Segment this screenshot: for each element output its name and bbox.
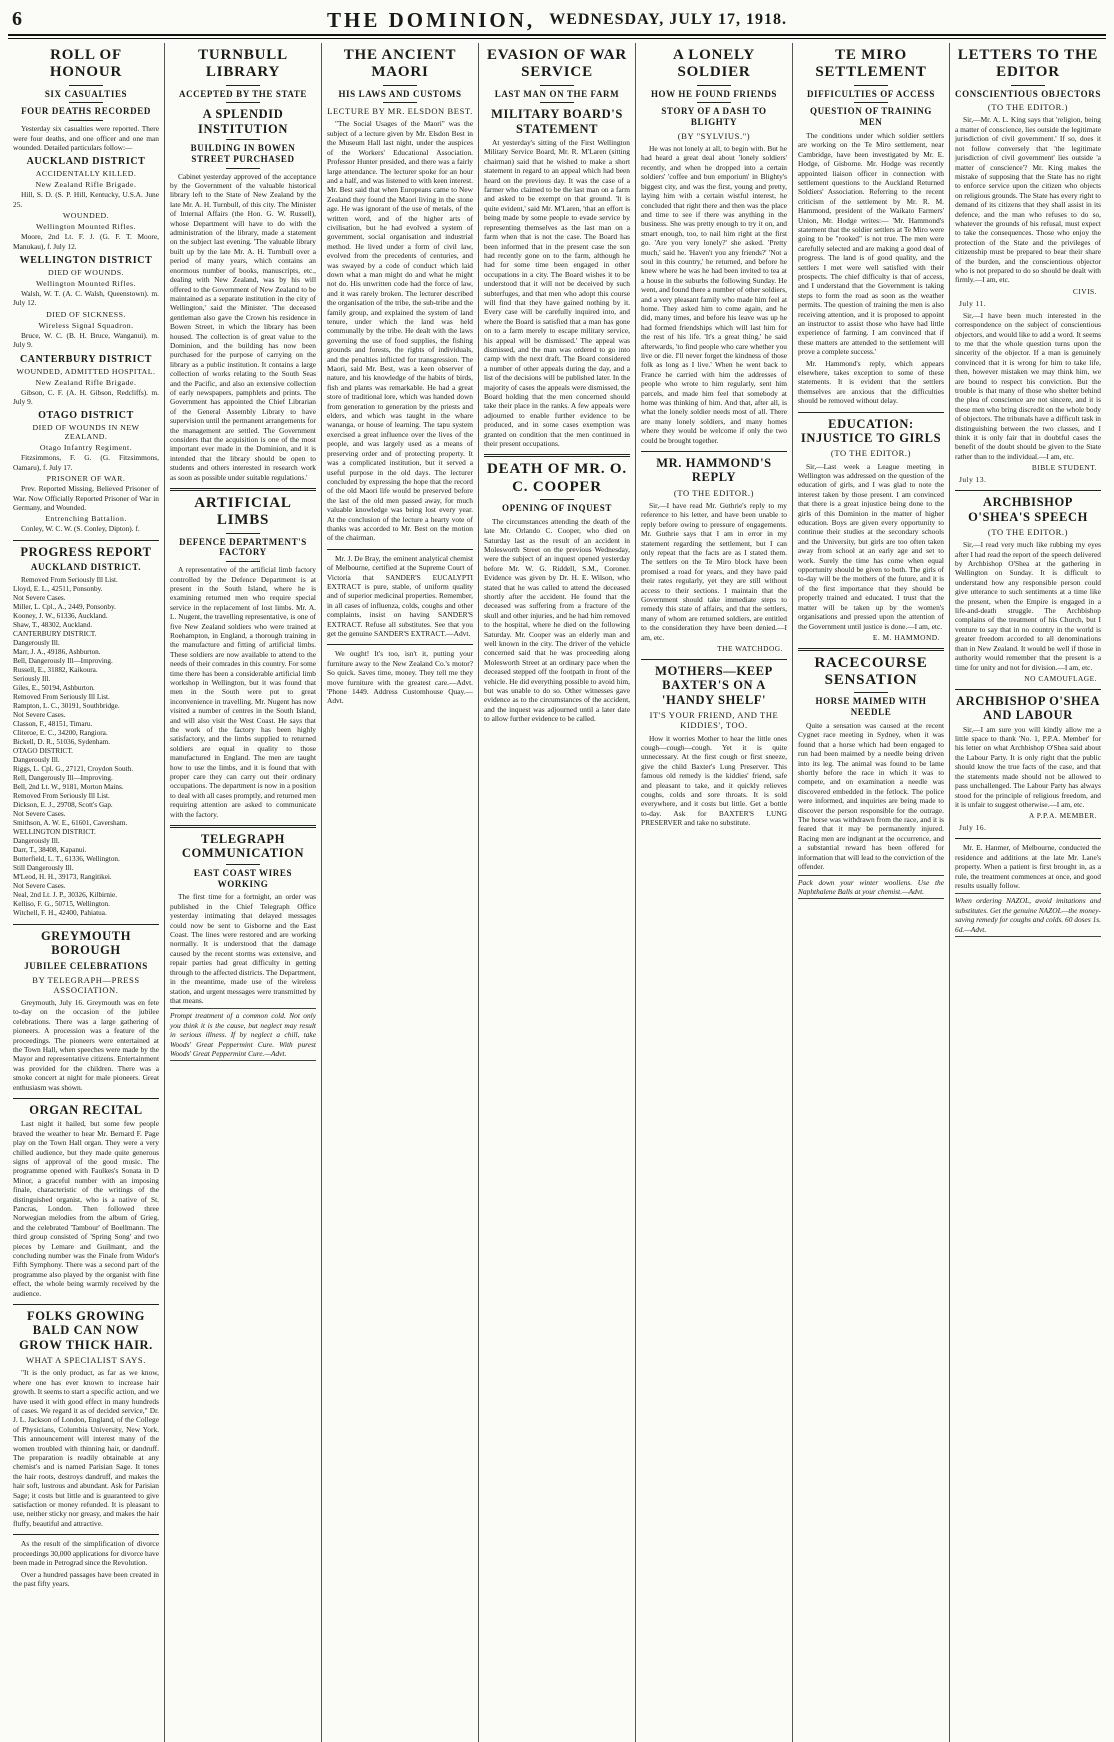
temiro-body-2: Mr. Hammond's reply, which appears elsewhere, takes exception to some of these statements. It is evident that the settlers themselves are anxious that the difficulties should be removed without delay. bbox=[798, 358, 944, 406]
divider bbox=[854, 85, 888, 86]
letter-body: Sir,—Mr. A. L. King says that 'religion, being a matter of conscience, lies outside the legitimate jurisdiction of civil government.' If so, does it not follow conversely that 'the legitimate jurisdiction of civil government' lies outside 'a matter of conscience'? Mr. King makes the mistake of supposing that the State has no right to enforce service upon the citizen who objects on religious grounds. The State has every right to demand of its citizens that they shall assist in its defence, and the man who refuses to do so, whatever the grounds of his refusal, must expect to take the consequences. Those who enjoy the protection of the State and the privileges of citizenship must be prepared to bear their share of the burden, and the conscientious objector who is not prepared to do so should be dealt with firmly.—I am, etc. bbox=[955, 115, 1101, 285]
evasion-body: At yesterday's sitting of the First Wellington Military Service Board, Mr. R. M'Laren (sitting chairman) said that he wished to make a short statement in regard to an appeal which had been heard on the previous day. It was the case of a farmer who claimed to be the last man on a farm and asked to be exempt on that ground. 'It is quite evident,' said Mr. M'Laren, 'that an effort is being made by some people to evade service by representing themselves as the last man on a farm when that is not the case. The Board has been informed that in the present case the son had recently gone on to the farm, although he had for some time been engaged in other occupations in a city. The Board wishes it to be understood that it will not be deceived by such subterfuges, and that men who adopt this course will find that they have gained nothing by it. Every case will be carefully inquired into, and where the Board is satisfied that a man has gone on to a farm merely to escape military service, his appeal will be dismissed.' The appeal was dismissed, and the man was ordered to go into camp with the next draft. The Board considered a number of other appeals during the day, and a list of the decisions will be published later. In the majority of cases the appeals were dismissed, the Board holding that the men concerned should take their place in the ranks. A few appeals were adjourned to enable further evidence to be produced, and in some cases exemption was granted on condition that the men continued in their present occupations. bbox=[484, 138, 630, 449]
casualty-entry: Hill, S. D. (S. P. Hill, Kentucky, U.S.A. June 25. bbox=[13, 190, 159, 209]
hammond-body: Sir,—I have read Mr. Guthrie's reply to my reference to his letter, and have been unable to reply before owing to pressure of engagements. Mr. Guthrie says that I am in error in my statement regarding the settlement, but I can only repeat that the facts are as I stated them. The settlers on the Te Miro block have been promised a road for years, and they have paid their rates regularly, yet they are still without access to their sections. I maintain that the Government should take immediate steps to remedy this state of affairs, and that the settlers, many of whom are returned soldiers, are entitled to the consideration they have been denied.—I am, etc. bbox=[641, 501, 787, 642]
divider bbox=[540, 85, 574, 86]
lonely-soldier-headline: A LONELY SOLDIER bbox=[672, 47, 756, 81]
cooper-subhead: OPENING OF INQUEST bbox=[502, 502, 612, 513]
telegraph-body: The first time for a fortnight, an order was published in the Chief Telegraph Office yesterday intimating that delayed messages could now be sent to Gisborne and the East Coast. The lines were restored and are working normally. It is understood that the damage caused by the recent storms was extensive, and repair parties had great difficulty in getting through to the affected districts. The Department, in the meantime, made use of the wireless station, and urgent messages were transmitted by that means. bbox=[170, 892, 316, 1005]
section-rule bbox=[484, 454, 630, 457]
section-rule bbox=[327, 549, 473, 550]
education-headline: EDUCATION: INJUSTICE TO GIRLS bbox=[800, 416, 942, 446]
section-rule bbox=[641, 451, 787, 452]
section-rule bbox=[13, 1304, 159, 1305]
letter-signature: CIVIS. bbox=[1072, 286, 1097, 296]
unit-name: Wellington Mounted Rifles. bbox=[35, 278, 137, 288]
letter-signature: A P.P.A. MEMBER. bbox=[1029, 811, 1097, 821]
divider bbox=[226, 168, 260, 169]
unit-name: Wellington Mounted Rifles. bbox=[35, 222, 137, 232]
issue-date: WEDNESDAY, JULY 17, 1918. bbox=[549, 11, 787, 28]
divider bbox=[226, 102, 260, 103]
section-rule bbox=[13, 1534, 159, 1535]
organ-recital-body: Last night it hailed, but some few people braved the weather to hear Mr. Bernard F. Page play on the Town Hall organ. They were a very chilled audience, but they made quite generous signs of approval of the good music. The programme opened with Faulkes's Sonata in D Minor, a graceful number with an imposing finale, characteristic of the writings of the distinguished organist, who is a native of St. Pancras, London. Then followed three Norwegian melodies from the album of Grieg, and the celebrated 'Tambour' of Boellmann. The third group consisted of 'Spring Song' and two pieces by Lemare and Guilmant, and the concluding number was the Finale from Widor's Fifth Symphony. There was a second part of the programme also played by the organist with fine effect, the whole being warmly received by the audience. bbox=[13, 1119, 159, 1298]
artificial-limbs-headline: ARTIFICIAL LIMBS bbox=[194, 495, 292, 529]
advertisement: Mr. J. De Bray, the eminent analytical chemist of Melbourne, certified at the Supreme Court of Victoria that SANDER'S EUCALYPTI EXTRACT is pure, stable, of uniform quality and of superior medicinal properties. Remember, in all cases of influenza, colds, coughs and other complaints, insist on having SANDER'S EXTRACT. Refuse all substitutes. See that you get the genuine SANDER'S EXTRACT.—Advt. bbox=[327, 553, 473, 639]
letter-body: Sir,—I read very much like rubbing my eyes after I had read the report of the speech delivered by Archbishop O'Shea at the gathering in Wellington on Sunday. It is difficult to understand how any responsible person could give utterance to such sentiments at a time like the present, when the Empire is engaged in a life-and-death struggle. The Archbishop complains of the treatment of his Church, but I venture to say that in no country in the world is greater freedom accorded to all denominations than in New Zealand. It would be well if those in authority would remember that the present is a time for unity and not for division.—I am, etc. bbox=[955, 540, 1101, 672]
section-rule bbox=[13, 540, 159, 541]
district-heading: WELLINGTON DISTRICT bbox=[19, 254, 153, 266]
section-rule bbox=[13, 1098, 159, 1099]
letter-date: July 11. bbox=[959, 298, 987, 308]
advertisement: We ought! It's too, isn't it, putting your furniture away to the New Zealand Co.'s motor? So quick. Saves time, money. They tell me they move furniture with the greatest care.—Advt. 'Phone 1449. Address Customhouse Quay.—Advt. bbox=[327, 649, 473, 706]
temiro-body: The conditions under which soldier settlers are working on the Te Miro settlement, near Cambridge, have been investigated by Mr. E. Hodge, of Gisborne. Mr. Hodge was recently appointed liaison officer in connection with settlement questions to the Auckland Returned Soldiers' Association. Referring to the recent criticism of the settlement by Mr. R. M. Hammond, president of the Waikato Farmers' Union, Mr. Hodge writes:— 'Mr. Hammond's statement that the soldier settlers at Te Miro were going to be "rooked" is not true. The men were carefully selected and are making a good deal of progress. The land is of good quality, and the settlers I met were well satisfied with their prospects. The chief difficulty is that of access, and I understand that the Government is taking steps to form the road as soon as the weather permits. The question of training the men is also receiving attention, and it is proposed to appoint an instructor to assist those who have had little experience of farming. I am convinced that if these matters are attended to the settlement will prove a complete success.' bbox=[798, 130, 944, 357]
column-6 bbox=[793, 43, 950, 1742]
unit-name: New Zealand Rifle Brigade. bbox=[35, 180, 137, 190]
section-rule bbox=[327, 644, 473, 645]
casualty-category: PRISONER OF WAR. bbox=[46, 474, 126, 484]
section-rule bbox=[13, 924, 159, 925]
columns bbox=[8, 43, 1106, 1742]
news-note: As the result of the simplification of divorce proceedings 30,000 applications for divorce have been made in Petrograd since the Revolution. bbox=[13, 1539, 159, 1568]
maori-body: "The Social Usages of the Maori" was the subject of a lecture given by Mr. Elsdon Best in the Museum Hall last night, under the auspices of the Workers' Educational Association. Professor Hunter presided, and there was a fairly large attendance. The lecturer spoke for an hour and a half, and was listened to with keen interest. Mr. Best said that when Europeans came to New Zealand they found the Maori living in the stone age. He was ignorant of the use of metals, of the written word, and of the higher arts of civilisation, but he had evolved a system of government, social organisation and industrial method. He lived under a form of civil law, evolved from the precedents of centuries, and was swayed by a code of conduct which laid down what a man might do and what he might not do. His unwritten code had the force of law, and it was rarely broken. The lecturer described the organisation of the tribe, the sub-tribe and the family group, and explained the system of land tenure, under which the land was held communally by the tribe. He dealt with the laws governing the use of food supplies, the fishing grounds and forests, the rights of individuals, and the penalties inflicted for transgression. The Maori, said Mr. Best, was a keen observer of nature, and his knowledge of the habits of birds, fish and plants was remarkable. He had a great store of traditional lore, which was handed down from generation to generation by the priests and elders, and which was taught in the whare wananga, or house of learning. The tapu system exercised a great influence over the lives of the people, and was largely used as a means of preserving order and of protecting property. It was a complicated institution, but it served a useful purpose in the old days. The lecturer concluded by expressing the hope that the record of the old Maori life would be preserved before the last of the old men passed away, for much valuable knowledge was being lost every year. At the conclusion of the lecture a hearty vote of thanks was accorded to Mr. Best on the motion of the chairman. bbox=[327, 119, 473, 543]
casualty-category: WOUNDED. bbox=[62, 211, 110, 221]
oshea-speech-headline: ARCHBISHOP O'SHEA'S SPEECH bbox=[968, 495, 1088, 524]
masthead-rule bbox=[8, 38, 1106, 39]
divider bbox=[854, 102, 888, 103]
telegraph-headline: TELEGRAPH COMMUNICATION bbox=[181, 832, 305, 861]
oshea-subhead: (TO THE EDITOR.) bbox=[987, 527, 1069, 538]
education-body: Sir,—Last week a League meeting in Wellington was addressed on the question of the education of girls, and I was glad to note the interest taken by those present. I am convinced that there is a great injustice being done to the girls of this Dominion in the matter of higher education. Boys are given every opportunity to continue their studies at the secondary schools and the University, but girls are too often taken away from school at an early age and set to work. Surely the time has come when equal opportunity should be given to both. The girls of to-day will be the mothers of the future, and it is of the first importance that they should be properly trained and educated. I trust that the matter will be taken up by the women's organisations and pressed upon the attention of the Government until justice is done.—I am, etc. bbox=[798, 461, 944, 631]
oshea-labour-headline: ARCHBISHOP O'SHEA AND LABOUR bbox=[956, 693, 1100, 723]
library-subhead-2: A SPLENDID INSTITUTION bbox=[198, 107, 288, 136]
roll-of-honour-headline: ROLL OF HONOUR bbox=[49, 47, 123, 81]
casualty-category: DIED OF SICKNESS. bbox=[46, 309, 126, 319]
roll-subhead: SIX CASUALTIES bbox=[44, 88, 128, 99]
divider bbox=[226, 139, 260, 140]
mothers-subhead: IT'S YOUR FRIEND, AND THE KIDDIES', TOO. bbox=[649, 710, 779, 731]
unit-name: Otago Infantry Regiment. bbox=[39, 443, 133, 453]
section-rule bbox=[955, 490, 1101, 491]
divider bbox=[69, 85, 103, 86]
letter-signature: NO CAMOUFLAGE. bbox=[1024, 673, 1097, 683]
section-rule bbox=[170, 488, 316, 491]
divider bbox=[540, 499, 574, 500]
news-note: Mr. E. Hanmer, of Melbourne, conducted the residence and additions at the late Mr. Lane's property. When a patient is first brought in, as a rule, the treatment commences at once, and good results usually follow. bbox=[955, 843, 1101, 890]
column-4 bbox=[479, 43, 636, 1742]
letter-body: Sir,—I have been much interested in the correspondence on the subject of conscientious objectors, and would like to add a word. It seems to me that the whole question turns upon the sincerity of the objector. If a man is genuinely convinced that it is wrong for him to take life, then, however mistaken we may think him, we are bound to respect his conviction. But the trouble is that many of those who shelter behind the plea of conscience are not sincere, and it is these men who bring discredit on the whole body of objectors. The tribunals have a difficult task in distinguishing between the two classes, and I think it is only fair that in doubtful cases the benefit of the doubt should be given to the State rather than to the individual.—I am, etc. bbox=[955, 310, 1101, 461]
district-heading: OTAGO DISTRICT bbox=[38, 410, 134, 422]
temiro-subhead-2: QUESTION OF TRAINING MEN bbox=[809, 106, 933, 128]
evasion-subhead: LAST MAN ON THE FARM bbox=[494, 88, 620, 99]
library-subhead-3: BUILDING IN BOWEN STREET PURCHASED bbox=[190, 143, 296, 164]
organ-recital-headline: ORGAN RECITAL bbox=[29, 1102, 143, 1117]
folks-body: "It is the only product, as far as we know, where one has ever known to increase hair growth. It seems to start a specific action, and we have used it with good effect in many hundreds of cases. We regard it as of decided service," Dr. J. L. Jackson of London, England, of the College of Physicians, Columbia University, New York. This announcement will interest many of the women troubled with thinning hair, or dandruff. The preparation is readily obtainable at any chemist's and is named Parisian Sage. It tones the hair roots, destroys dandruff, and makes the hair soft, lustrous and abundant. Ask for Parisian Sage; it costs but little and is guaranteed to give satisfaction or money refunded. It is pleasant to use, neither sticky nor greasy, and makes the hair fluffy, beautiful and attractive. bbox=[13, 1368, 159, 1528]
cooper-body: The circumstances attending the death of the late Mr. Orlando C. Cooper, who died on Saturday last as the result of an accident in Molesworth Street on the previous Wednesday, were the subject of an inquest opened yesterday before Mr. W. G. Riddell, S.M., Coroner. Evidence was given by Dr. H. E. Wilson, who stated that he was called to attend the deceased shortly after the accident. He found that the deceased was suffering from a fracture of the skull and other injuries, and he had him removed to the hospital, where he died on the following Saturday. Mr. Cooper was an elderly man and well known in the city. The driver of the vehicle concerned said that he was proceeding along Molesworth Street at an ordinary pace when the deceased stepped off the footpath in front of the vehicle. He did everything possible to avoid him, but was unable to do so. Other witnesses gave evidence as to the circumstances of the accident, and the inquest was adjourned until a later date to allow further evidence to be called. bbox=[484, 516, 630, 724]
soldier-body: He was not lonely at all, to begin with. But he had heard a great deal about 'lonely soldiers' recently, and when he dropped into a certain soldiers' 'coffee and bun emporium' in Blighty's biggest city, and was the first, young and pretty, laying him with a certain wistful interest, he concluded that right there and then was the place and time to see if there was anything in the business. She was pretty enough to try it on, and smart enough, too, to nail him right at the first go. 'Are you very lonely?' she asked. 'Pretty much,' said he. 'Haven't you any friends?' 'Not a soul in this country,' he returned, and before he knew where he was he had been invited to tea at a house in the suburbs the following Sunday. He went, and found there a number of other soldiers, and a very pleasant family who made him feel at home. They asked him to come again, and he did, many times, and before his leave was up he had formed friendships which will last him for the rest of his life. 'It's a great thing,' he said afterwards, 'to find people who care whether you live or die. I'll never forget the kindness of those folk as long as I live.' When he went back to France he carried with him the addresses of people who wrote to him regularly, sent him parcels, and made him feel that somebody at home was thinking of him. And that, after all, is what the lonely soldier needs most of all. There are many lonely soldiers, and many homes where they would be welcome if only the two could be brought together. bbox=[641, 144, 787, 445]
letters-subhead: CONSCIENTIOUS OBJECTORS bbox=[955, 88, 1101, 99]
casualty-category: WOUNDED, ADMITTED HOSPITAL. bbox=[16, 366, 156, 376]
column-7 bbox=[950, 43, 1106, 1742]
advertisement: Pack down your winter woollens. Use the Naphthalene Balls at your chemist.—Advt. bbox=[798, 875, 944, 900]
temiro-subhead: DIFFICULTIES OF ACCESS bbox=[806, 88, 936, 99]
divider bbox=[226, 561, 260, 562]
roll-subhead-2: FOUR DEATHS RECORDED bbox=[21, 106, 151, 117]
letter-body: Sir,—I am sure you will kindly allow me a little space to thank 'No. 1, P.P.A. Member' for his letter on what Archbishop O'Shea said about the Labour Party. It is only right that the public should know the true facts of the case, and that the statements made should not be allowed to pass unchallenged. The Labour Party has always stood for the principle of religious freedom, and it is unfair to suggest otherwise.—I am, etc. bbox=[955, 724, 1101, 809]
greymouth-headline: GREYMOUTH BOROUGH bbox=[40, 928, 132, 958]
letter-signature: THE WATCHDOG. bbox=[717, 644, 783, 654]
casualty-entry: Conley, W. C. W. (S. Conley, Dipton). f. bbox=[21, 524, 140, 534]
column-3 bbox=[322, 43, 479, 1742]
mothers-body: How it worries Mother to hear the little ones cough—cough—cough. Yet it is quite unnecessary. At the first cough or first sneeze, give the child Baxter's Lung Preserver. This famous old remedy is the kiddies' friend, safe and pleasant to take, and it quickly relieves coughs, colds and sore throats. It is sold everywhere, and it costs but little. Get a bottle to-day. Ask for BAXTER'S LUNG PRESERVER and take no substitute. bbox=[641, 733, 787, 828]
casualty-category: ACCIDENTALLY KILLED. bbox=[35, 169, 137, 179]
te-miro-headline: TE MIRO SETTLEMENT bbox=[815, 47, 927, 81]
progress-subhead: AUCKLAND DISTRICT. bbox=[30, 562, 142, 573]
letter-date: July 13. bbox=[959, 475, 987, 485]
hammond-reply-headline: MR. HAMMOND'S REPLY bbox=[656, 456, 772, 485]
casualty-entry: Gibson, C. F. (A. H. Gibson, Redcliffs). m. July 9. bbox=[13, 387, 159, 406]
letter-signature: BIBLE STUDENT. bbox=[1031, 463, 1097, 473]
racecourse-body: Quite a sensation was caused at the recent Cygnet race meeting in Sydney, when it was found that a horse which had been engaged to run had been maimed by a needle being driven into its leg. The animal was found to be lame shortly before the race in which it was to compete, and on examination a needle was discovered embedded in the fetlock. The police were informed, and inquiries are being made to discover the person responsible for the outrage. The horse was withdrawn from the race, and it is feared that it may be permanently injured. Racing men are indignant at the occurrence, and a substantial reward has been offered for information that will lead to the conviction of the offender. bbox=[798, 721, 944, 872]
racecourse-subhead: HORSE MAIMED WITH NEEDLE bbox=[815, 696, 927, 718]
casualty-category: DIED OF WOUNDS. bbox=[47, 267, 124, 277]
letters-headline: LETTERS TO THE EDITOR bbox=[957, 47, 1099, 81]
section-rule bbox=[641, 659, 787, 660]
divider bbox=[226, 533, 260, 534]
evasion-headline: EVASION OF WAR SERVICE bbox=[486, 47, 628, 81]
letter-date: July 16. bbox=[959, 823, 987, 833]
byline: (BY "SYLVIUS.") bbox=[677, 130, 751, 141]
ancient-maori-headline: THE ANCIENT MAORI bbox=[343, 47, 457, 81]
library-body: Cabinet yesterday approved of the acceptance by the Government of the valuable historical library left to the State of New Zealand by the late Mr. A. H. Turnbull, of this city. The Minister of Internal Affairs (the Hon. G. W. Russell), whose Department will have to do with the administration of the library, made a statement on the subject last evening. 'The valuable library built up by the late Mr. A. H. Turnbull over a period of many years, which contains an enormous number of books, manuscripts, etc., dealing with New Zealand, was by his will offered to the Government of New Zealand to be maintained as a separate institution in the city of Wellington,' said the Minister. 'The deceased gentleman also gave the Crown his residence in Bowen Street, in which the library has been housed. The collection is of great value to the Dominion, and the building has now been purchased for the purpose of carrying on the library as a public institution. It contains a large collection of works relating to the South Seas and the Pacific, and also an extensive collection of early newspapers, pamphlets and prints. The Government has appointed the Chief Librarian of the General Assembly Library to have supervision until the permanent arrangements for the management are settled. The Government considers that the acquisition is one of the most important ever made in the Dominion, and it is intended that the library should be open to students and others interested in research work as soon as possible under suitable regulations.' bbox=[170, 171, 316, 482]
unit-name: New Zealand Rifle Brigade. bbox=[35, 377, 137, 387]
limbs-subhead: DEFENCE DEPARTMENT'S FACTORY bbox=[179, 536, 307, 558]
divider bbox=[697, 102, 731, 103]
unit-name: Entrenching Battalion. bbox=[45, 514, 127, 524]
masthead bbox=[8, 6, 1106, 36]
casualty-entry: Moore, 2nd Lt. F. J. (G. F. T. Moore, Manukau), f. July 12. bbox=[13, 232, 159, 251]
divider bbox=[854, 692, 888, 693]
casualty-entry: Bruce, W. C. (B. H. Bruce, Wanganui). m. July 9. bbox=[13, 330, 159, 350]
letters-subhead-2: (TO THE EDITOR.) bbox=[987, 102, 1069, 113]
soldier-subhead-2: STORY OF A DASH TO BLIGHTY bbox=[661, 106, 767, 128]
divider bbox=[226, 864, 260, 865]
column-1 bbox=[8, 43, 165, 1742]
racecourse-headline: RACECOURSE SENSATION bbox=[814, 654, 928, 689]
section-rule bbox=[798, 412, 944, 413]
casualty-category: DIED OF WOUNDS IN NEW ZEALAND. bbox=[32, 423, 140, 442]
divider bbox=[697, 85, 731, 86]
news-note: Over a hundred passages have been created in the past fifty years. bbox=[13, 1569, 159, 1588]
page-number: 6 bbox=[12, 8, 22, 30]
divider bbox=[540, 102, 574, 103]
divider bbox=[226, 85, 260, 86]
evasion-subhead-2: MILITARY BOARD'S STATEMENT bbox=[491, 107, 623, 136]
folks-subhead: WHAT A SPECIALIST SAYS. bbox=[26, 1355, 146, 1366]
advertisement: When ordering NAZOL, avoid imitations and substitutes. Get the genuine NAZOL—the money-saving remedy for coughs and colds. 60 doses 1s. 6d.—Advt. bbox=[955, 893, 1101, 937]
district-heading: CANTERBURY DISTRICT bbox=[19, 353, 153, 365]
divider bbox=[1011, 85, 1045, 86]
district-heading: AUCKLAND DISTRICT bbox=[26, 156, 146, 168]
telegraph-subhead: EAST COAST WIRES WORKING bbox=[193, 867, 293, 889]
hammond-subhead: (TO THE EDITOR.) bbox=[673, 487, 755, 498]
progress-report-headline: PROGRESS REPORT bbox=[20, 544, 152, 559]
greymouth-body: Greymouth, July 16. Greymouth was en fete to-day on the occasion of the jubilee celebrations. There was a large gathering of pioneers. A procession was a feature of the proceedings. The pioneers were entertained at the Town Hall, when speeches were made by the Mayor and representative citizens. Entertainment was provided for the children. There was a smoke concert at night for male pioneers. Great enthusiasm was shown. bbox=[13, 997, 159, 1092]
casualty-entry: Prev. Reported Missing, Believed Prisoner of War. Now Officially Reported Prisoner of War in Germany, and Wounded. bbox=[13, 484, 159, 512]
unit-name: Wireless Signal Squadron. bbox=[38, 320, 134, 330]
divider bbox=[69, 120, 103, 121]
progress-list: Removed From Seriously Ill List. Lloyd, E. L., 42511, Ponsonby. Not Severe Cases. Miller, L. Cpl., A., 2449, Ponsonby. Kooney, J. W., 61336, Auckland. Shaw, T., 48302, Auckland. CANTERBURY DISTRICT. Dangerously Ill. Marr, J. A., 49186, Ashburton. Bell, Dangerously Ill—Improving. Russell, E., 31882, Kaikoura. Seriously Ill. Giles, E., 50194, Ashburton. Removed From Seriously Ill List. Rampton, L. C., 30191, Southbridge. Not Severe Cases. Classon, F., 48151, Timaru. Cliteroe, E. C., 34200, Rangiora. Bickell, D. R., 51036, Sydenham. OTAGO DISTRICT. Dangerously Ill. Riggs, L. Cpl. G., 27121, Croydon South. Rell, Dangerously Ill—Improving. Bell, 2nd Lt. W., 9181, Morton Mains. Removed From Seriously Ill List. Dickson, E. J., 29708, Scott's Gap. Not Severe Cases. Smithson, A. W. E., 61601, Caversham. WELLINGTON DISTRICT. Dangerously Ill. Darr, T., 38408, Kapanui. Butterfield, L. T., 61336, Wellington. Still Dangerously Ill. M'Leod, H. H., 39173, Rangitikei. Not Severe Cases. Neal, 2nd Lt. J. P., 30326, Kilbirnie. Kelliso, F. G., 50715, Wellington. Witchell, F. H., 42400, Pahiatua. bbox=[13, 575, 134, 917]
newspaper-title: THE DOMINION, bbox=[327, 7, 536, 32]
column-2 bbox=[165, 43, 322, 1742]
byline: BY TELEGRAPH—PRESS ASSOCIATION. bbox=[32, 974, 140, 995]
mothers-headline: MOTHERS—KEEP BAXTER'S ON A 'HANDY SHELF' bbox=[655, 664, 773, 707]
divider bbox=[383, 102, 417, 103]
maori-subhead: HIS LAWS AND CUSTOMS bbox=[338, 88, 462, 99]
maori-subhead-2: LECTURE BY MR. ELSDON BEST. bbox=[327, 106, 473, 117]
section-rule bbox=[798, 648, 944, 651]
turnbull-library-headline: TURNBULL LIBRARY bbox=[198, 47, 288, 81]
letter-signature: E. M. HAMMOND. bbox=[872, 632, 940, 642]
cooper-headline: DEATH OF MR. O. C. COOPER bbox=[487, 461, 627, 495]
library-subhead: ACCEPTED BY THE STATE bbox=[178, 88, 308, 99]
advertisement: Prompt treatment of a common cold. Not only you think it is the cause, but neglect may result in serious illness. If by neglect a chill, take Woods' Great Peppermint Cure. With purest Woods' Great Peppermint Cure.—Advt. bbox=[170, 1008, 316, 1061]
casualty-entry: Fitzsimmons, F. G. (G. Fitzsimmons, Oamaru), f. July 17. bbox=[13, 453, 159, 472]
section-rule bbox=[955, 838, 1101, 839]
section-rule bbox=[170, 825, 316, 828]
section-rule bbox=[955, 689, 1101, 690]
greymouth-subhead: JUBILEE CELEBRATIONS bbox=[24, 960, 148, 971]
roll-intro: Yesterday six casualties were reported. There were four deaths, and one officer and one man wounded. Detailed particulars follow:— bbox=[13, 124, 159, 152]
folks-headline: FOLKS GROWING BALD CAN NOW GROW THICK HAIR. bbox=[19, 1309, 153, 1352]
soldier-subhead: HOW HE FOUND FRIENDS bbox=[650, 88, 778, 99]
education-subhead: (TO THE EDITOR.) bbox=[830, 448, 912, 459]
column-5 bbox=[636, 43, 793, 1742]
casualty-entry: Walsh, W. T. (A. C. Walsh, Queenstown). m. July 12. bbox=[13, 288, 159, 308]
divider bbox=[383, 85, 417, 86]
divider bbox=[69, 102, 103, 103]
limbs-body: A representative of the artificial limb factory controlled by the Defence Department is at present in the South Island, where he is examining returned men who require special service in the replacement of lost limbs. Mr. A. L. Nugent, the travelling representative, is one of five New Zealand soldiers who were trained at Roehampton, in England, a thorough training in the manufacture and fitting of artificial limbs. These soldiers are now available to attend to the needs of their comrades in this country. For some time there has been a considerable artificial limb workshop in Wellington, but it was found that men in the South were put to great inconvenience in travelling. Mr. Nugent has now visited a number of centres in the South Island, and will also visit the West Coast. He says that the work of the factory has been highly satisfactory, and the limbs supplied to returned soldiers are equal in quality to those manufactured in England. The men are taught how to use the limbs, and it is found that with proper care they can carry out their ordinary occupations. The department is now in a position to deal with all cases promptly, and returned men requiring attention are asked to communicate with the factory. bbox=[170, 565, 316, 819]
